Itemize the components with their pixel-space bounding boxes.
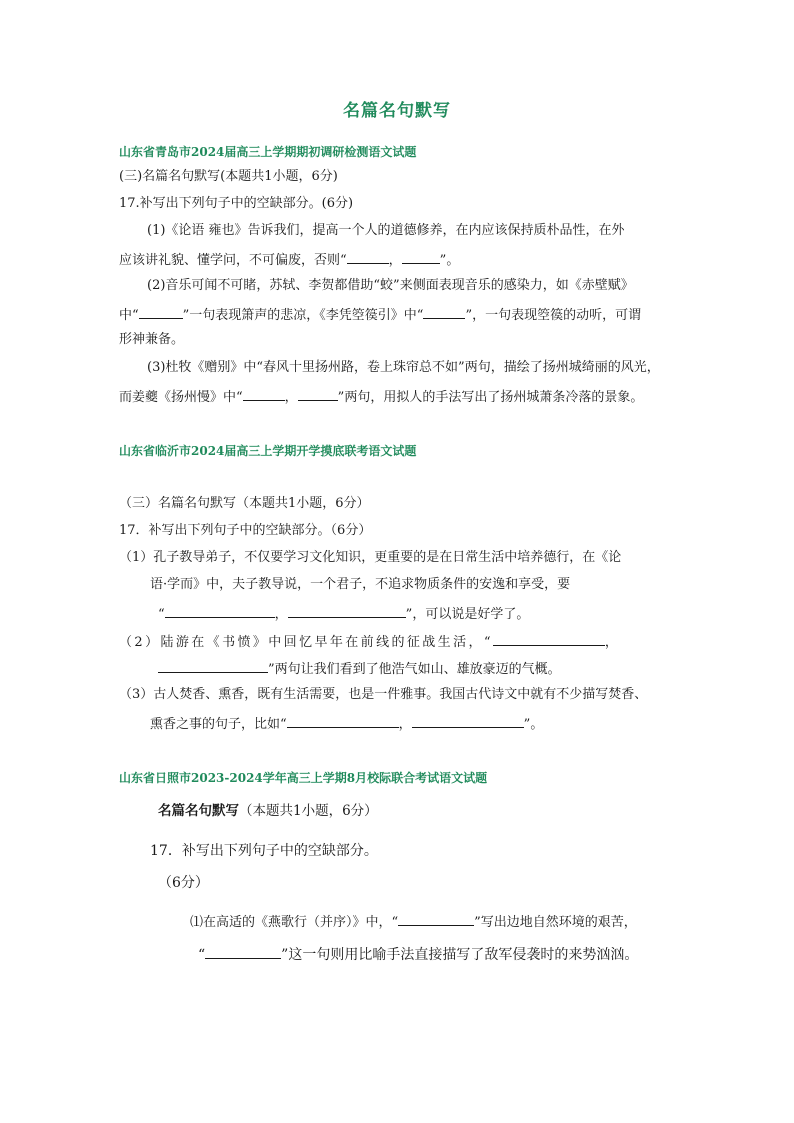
section-header: 名篇名句默写（本题共1小题，6分） <box>158 803 378 819</box>
answer-blank[interactable] <box>243 388 285 401</box>
item-line: ⑴在高适的《燕歌行（并序）》中，“ ”写出边地自然环境的艰苦， <box>190 915 637 930</box>
answer-blank[interactable] <box>347 251 389 264</box>
item-line: 熏香之事的句子，比如“ ， ”。 <box>150 717 544 732</box>
question-stem: 17．补写出下列句子中的空缺部分。 <box>150 843 378 859</box>
item-line: （2）陆游在《书愤》中回忆早年在前线的征战生活，“ ， <box>119 635 621 650</box>
item-line: (2)音乐可闻不可睹，苏轼、李贺都借助“蛟”来侧面表现音乐的感染力，如《赤壁赋》 <box>147 278 634 293</box>
question-score: （6分） <box>158 875 209 891</box>
answer-blank[interactable] <box>298 388 338 401</box>
section-header: (三)名篇名句默写(本题共1小题，6分) <box>119 169 338 184</box>
answer-blank[interactable] <box>398 913 474 926</box>
answer-blank[interactable] <box>139 306 183 319</box>
item-line: (3)杜牧《赠别》中“春风十里扬州路，卷上珠帘总不如”两句，描绘了扬州城绮丽的风光， <box>147 360 660 375</box>
section-source: 山东省青岛市2024届高三上学期期初调研检测语文试题 <box>119 145 417 159</box>
answer-blank[interactable] <box>158 660 268 673</box>
section-source: 山东省临沂市2024届高三上学期开学摸底联考语文试题 <box>119 444 417 458</box>
answer-blank[interactable] <box>423 306 465 319</box>
item-line: （3）古人焚香、熏香，既有生活需要，也是一件雅事。我国古代诗文中就有不少描写焚香、 <box>119 687 648 702</box>
item-line: 中“ ”一句表现箫声的悲凉，《李凭箜篌引》中“ ”，一句表现箜篌的动听，可谓 <box>119 308 642 323</box>
section-source: 山东省日照市2023-2024学年高三上学期8月校际联合考试语文试题 <box>119 771 488 785</box>
item-line: (1)《论语 雍也》告诉我们，提高一个人的道德修养，在内应该保持质朴品性，在外 <box>147 223 625 238</box>
item-line: 而姜夔《扬州慢》中“ ， ”两句，用拟人的手法写出了扬州城萧条冷落的景象。 <box>119 390 644 405</box>
answer-blank[interactable] <box>402 251 440 264</box>
question-stem: 17．补写出下列句子中的空缺部分。（6分） <box>119 523 372 538</box>
answer-blank[interactable] <box>493 633 605 646</box>
item-line: “ ”这一句则用比喻手法直接描写了敌军侵袭时的来势汹汹。 <box>198 947 639 963</box>
answer-blank[interactable] <box>165 605 275 618</box>
item-line: 语·学而》中，夫子教导说，一个君子，不追求物质条件的安逸和享受，要 <box>150 577 571 592</box>
item-line: 形神兼备。 <box>119 332 185 347</box>
item-line: ”两句让我们看到了他浩气如山、雄放豪迈的气概。 <box>158 660 561 676</box>
answer-blank[interactable] <box>288 605 406 618</box>
question-stem: 17.补写出下列句子中的空缺部分。(6分) <box>119 196 354 211</box>
section-header: （三）名篇名句默写（本题共1小题，6分） <box>119 496 370 511</box>
item-line: （1）孔子教导弟子，不仅要学习文化知识，更重要的是在日常生活中培养德行，在《论 <box>119 550 622 565</box>
item-line: “ ， ”，可以说是好学了。 <box>158 607 530 622</box>
answer-blank[interactable] <box>205 946 281 959</box>
answer-blank[interactable] <box>287 715 399 728</box>
item-line: 应该讲礼貌、懂学问，不可偏废，否则“ ， ”。 <box>119 253 460 268</box>
page-title: 名篇名句默写 <box>343 101 451 121</box>
answer-blank[interactable] <box>412 715 524 728</box>
